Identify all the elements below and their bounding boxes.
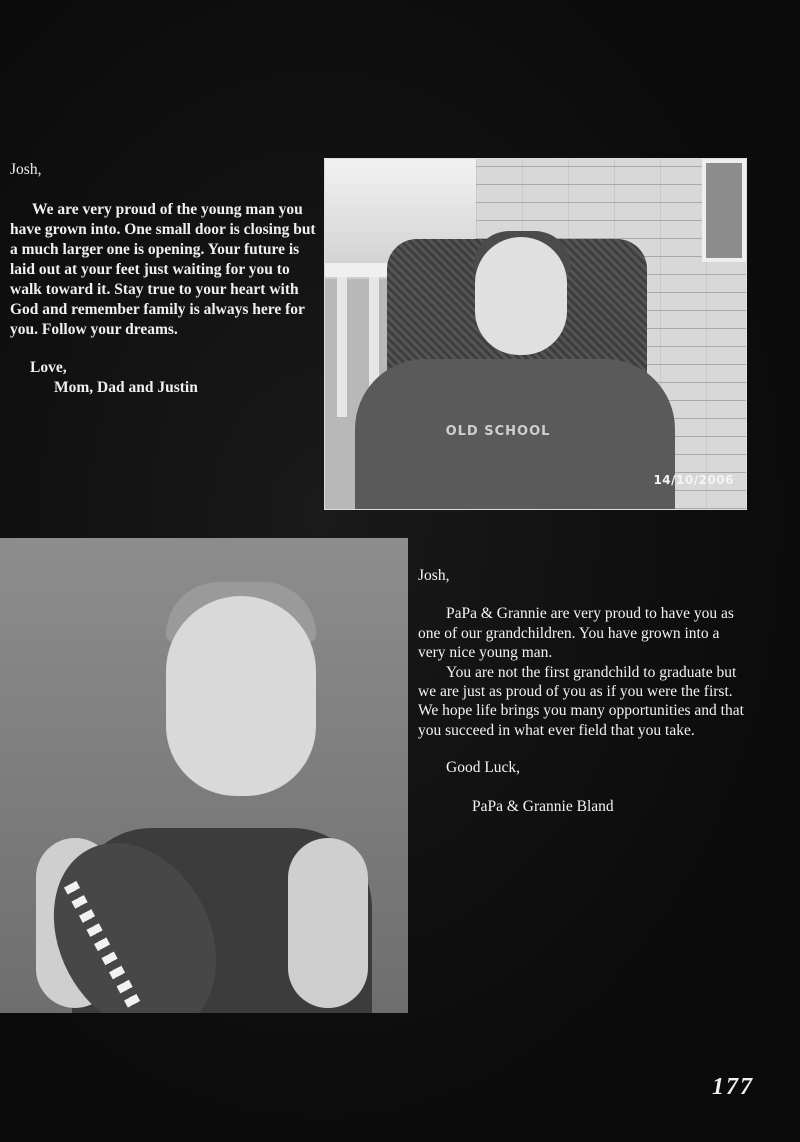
page-number: 177 xyxy=(712,1074,754,1100)
letter-signature: PaPa & Grannie Bland xyxy=(472,797,614,815)
letter-greeting: Josh, xyxy=(10,161,42,178)
letter-paragraph: PaPa & Grannie are very proud to have you as one of our grandchildren. You have grown into a very nice young man. xyxy=(418,605,734,662)
senior-photo xyxy=(324,158,747,510)
letter-paragraph: You are not the first grandchild to graduate but we are just as proud of you as if you were the first. We hope life brings you many opportunities and that you succeed in what ever field that you take. xyxy=(418,663,744,739)
letter-from-grandparents xyxy=(418,566,748,816)
railing-post xyxy=(337,277,347,417)
letter-from-parents xyxy=(10,160,322,398)
person-face xyxy=(475,237,567,355)
child-arm-right xyxy=(288,838,368,1008)
letter-greeting: Josh, xyxy=(418,567,450,584)
childhood-photo xyxy=(0,538,408,1013)
shirt-logo-text: OLD SCHOOL xyxy=(445,424,551,439)
letter-closing: Good Luck, xyxy=(446,759,521,777)
photo-date-stamp: 14/10/2006 xyxy=(653,473,734,487)
child-face xyxy=(166,596,316,796)
letter-body: We are very proud of the young man you have grown into. One small door is closing but a much larger one is opening. Your future is laid out at your feet just waiting for you to walk toward it. Stay true to your heart with God and remember family is always here for you. Follow your dreams. xyxy=(10,201,316,338)
photo-window xyxy=(702,159,746,262)
letter-closing: Love, xyxy=(30,359,67,376)
letter-signature: Mom, Dad and Justin xyxy=(54,379,198,396)
